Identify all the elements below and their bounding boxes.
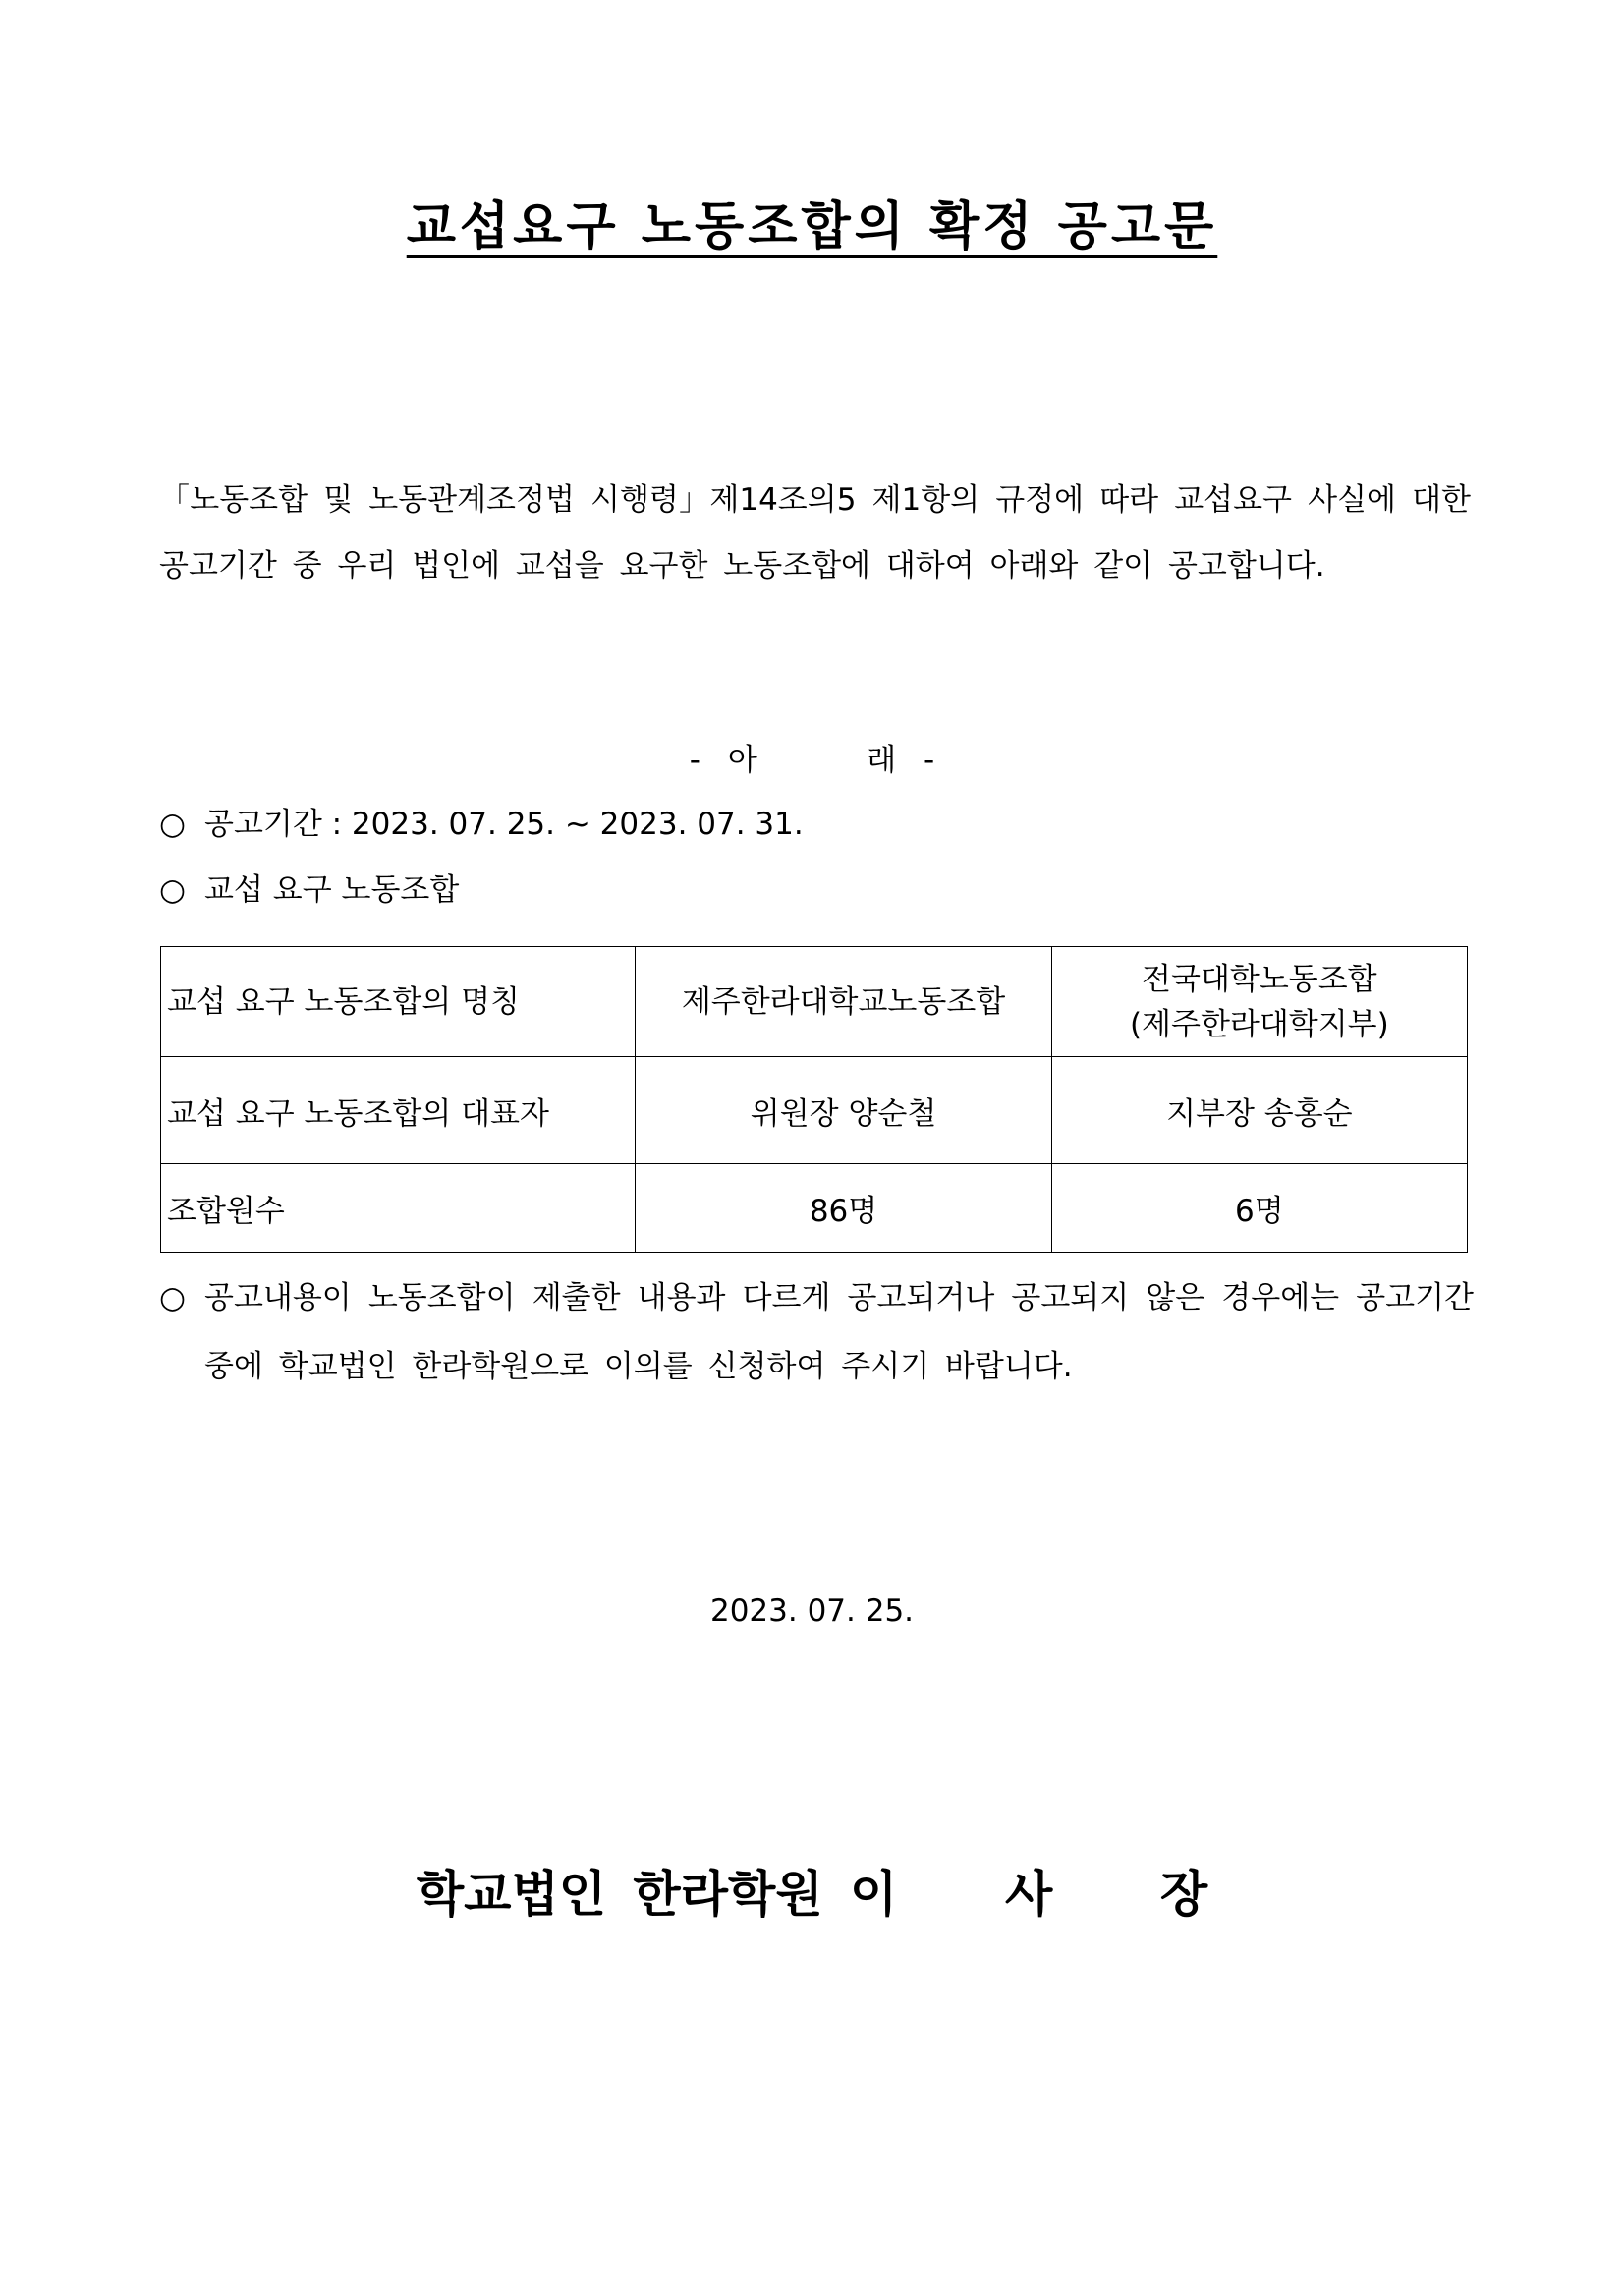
document-title-text: 교섭요구 노동조합의 확정 공고문 bbox=[406, 197, 1218, 256]
table-cell-union2: 6명 bbox=[1051, 1164, 1467, 1253]
table-cell-union1: 86명 bbox=[636, 1164, 1051, 1253]
unions-table bbox=[160, 946, 1468, 1253]
table-cell-label: 조합원수 bbox=[161, 1164, 636, 1253]
table-cell-label: 교섭 요구 노동조합의 대표자 bbox=[161, 1057, 636, 1164]
section-heading: - 아 래 - bbox=[689, 743, 935, 778]
notice-text: 공고내용이 노동조합이 제출한 내용과 다르게 공고되거나 공고되지 않은 경우에는 공고기간 중에 학교법인 한라학원으로 이의를 신청하여 주시기 바랍니다. bbox=[204, 1280, 1474, 1384]
document-date: 2023. 07. 25. bbox=[709, 1594, 915, 1629]
unions-heading-text: 교섭 요구 노동조합 bbox=[204, 872, 460, 908]
circle-bullet-icon: ○ bbox=[159, 1280, 187, 1316]
circle-bullet-icon: ○ bbox=[159, 807, 187, 842]
circle-bullet-icon: ○ bbox=[159, 872, 187, 908]
notice-line bbox=[159, 1277, 1476, 1384]
period-line bbox=[159, 804, 804, 845]
signature: 학교법인 한라학원 이 사 장 bbox=[416, 1866, 1208, 1923]
intro-paragraph: 「노동조합 및 노동관계조정법 시행령」제14조의5 제1항의 규정에 따라 교섭요구 사실에 대한 공고기간 중 우리 법인에 교섭을 요구한 노동조합에 대하여 아래와 같이 공고합니다. bbox=[159, 482, 1471, 584]
table-cell-union1: 제주한라대학교노동조합 bbox=[636, 947, 1051, 1057]
table-cell-union2 bbox=[1051, 947, 1467, 1057]
table-cell-union1: 위원장 양순철 bbox=[636, 1057, 1051, 1164]
union2-name-line2: (제주한라대학지부) bbox=[1129, 1006, 1389, 1042]
document-title bbox=[0, 185, 1624, 258]
table-cell-label: 교섭 요구 노동조합의 명칭 bbox=[161, 947, 636, 1057]
unions-heading-line bbox=[159, 869, 459, 911]
period-text: 공고기간 : 2023. 07. 25. ~ 2023. 07. 31. bbox=[204, 807, 804, 842]
table-cell-union2: 지부장 송홍순 bbox=[1051, 1057, 1467, 1164]
union2-name-line1: 전국대학노동조합 bbox=[1142, 961, 1377, 997]
table-row bbox=[161, 1164, 1468, 1253]
table-row bbox=[161, 947, 1468, 1057]
table-row bbox=[161, 1057, 1468, 1164]
